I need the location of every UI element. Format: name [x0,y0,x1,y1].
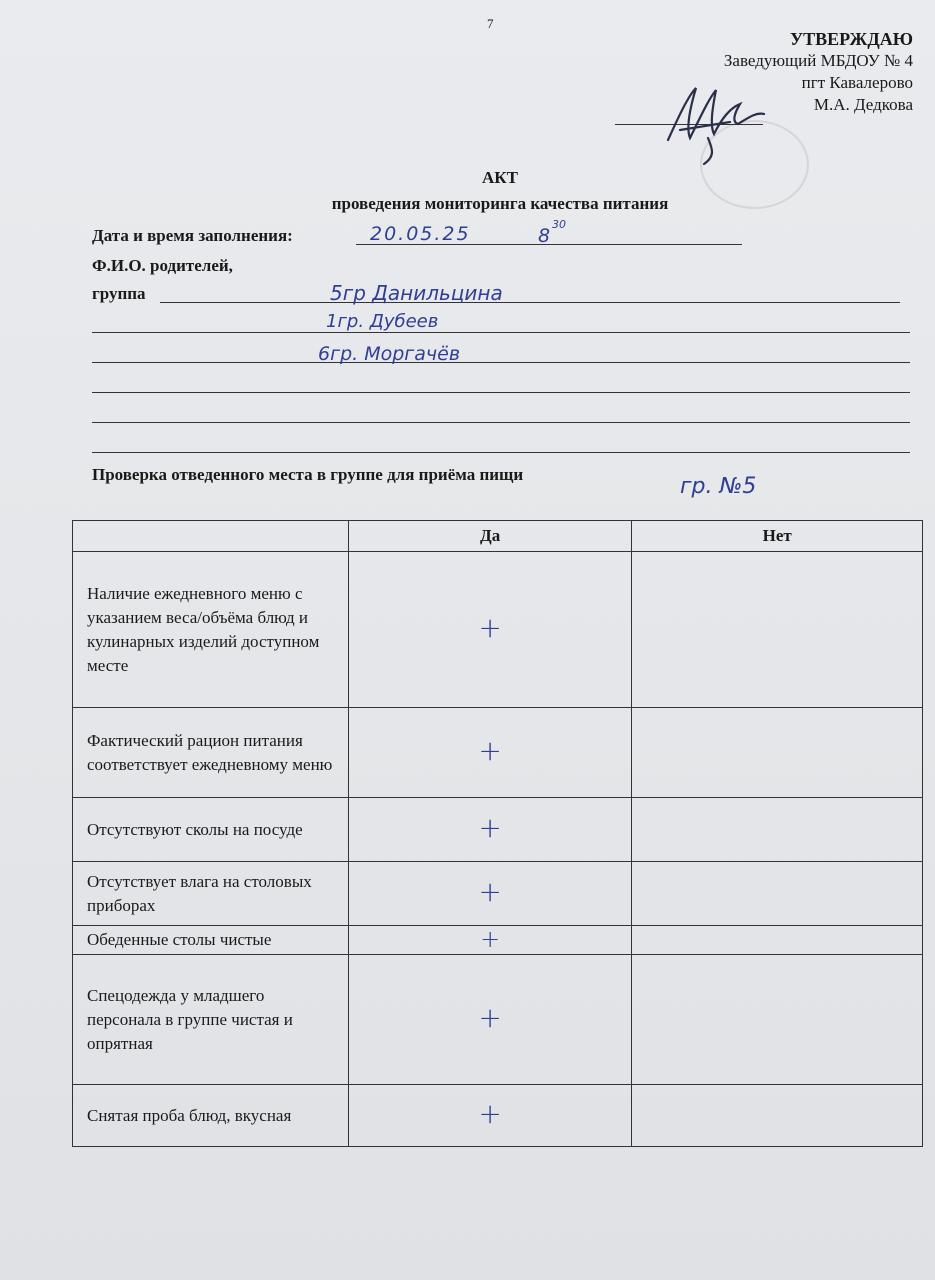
table-header-row [73,521,923,552]
section-note: гр. №5 [680,474,757,499]
header-no: Нет [632,521,923,552]
criterion-cell: Отсутствуют сколы на посуде [73,798,349,862]
yes-mark: + [478,874,502,908]
yes-mark: + [478,1000,502,1034]
header-yes: Да [348,521,632,552]
yes-cell [348,926,632,955]
yes-mark: + [478,810,502,844]
yes-mark: + [478,733,502,767]
no-cell [632,955,923,1085]
parents-line-5 [92,422,910,423]
document-subtitle: проведения мониторинга качества питания [331,194,669,213]
approval-name: М.А. Дедкова [813,95,913,114]
parents-line-2 [92,332,910,333]
group-line [160,302,900,303]
criterion-cell: Обеденные столы чистые [73,926,349,955]
table-row [73,798,923,862]
parents-line-6 [92,452,910,453]
criterion-cell: Снятая проба блюд, вкусная [73,1085,349,1147]
signature-icon [660,78,770,168]
table-row [73,926,923,955]
no-cell [632,926,923,955]
no-cell [632,798,923,862]
date-label: Дата и время заполнения: [92,226,293,245]
approval-location: пгт Кавалерово [801,73,913,92]
document-title: АКТ [482,168,518,187]
table-row [73,1085,923,1147]
parents-label: Ф.И.О. родителей, [92,256,233,275]
criterion-cell: Отсутствует влага на столовых приборах [73,862,349,926]
parents-line-3 [92,362,910,363]
no-cell [632,708,923,798]
criterion-cell: Наличие ежедневного меню с указанием веса/объёма блюд и кулинарных изделий доступном месте [73,552,349,708]
criterion-cell: Фактический рацион питания соответствует ежедневному меню [73,708,349,798]
table-row [73,862,923,926]
parents-line-4 [92,392,910,393]
page-number: 7 [487,16,494,31]
approval-position: Заведующий МБДОУ № 4 [723,51,913,70]
date-value: 20.05.25 [370,223,471,245]
no-cell [632,862,923,926]
no-cell [632,552,923,708]
yes-cell [348,708,632,798]
time-minutes: 30 [552,218,566,231]
yes-cell [348,552,632,708]
table-row [73,552,923,708]
parent-2: 1гр. Дубеев [326,311,439,332]
checklist-table [72,520,923,1147]
yes-mark: + [480,924,501,953]
yes-mark: + [478,1096,502,1130]
parent-3: 6гр. Моргачёв [318,343,461,365]
yes-cell [348,798,632,862]
table-row [73,955,923,1085]
yes-cell [348,1085,632,1147]
yes-mark: + [478,610,502,644]
header-criterion [73,521,349,552]
time-value: 8 [538,225,551,247]
criterion-cell: Спецодежда у младшего персонала в группе чистая и опрятная [73,955,349,1085]
no-cell [632,1085,923,1147]
yes-cell [348,955,632,1085]
parent-1: 5гр Данильцина [330,281,503,305]
section-title: Проверка отведенного места в группе для приёма пищи [92,465,524,484]
approval-title: УТВЕРЖДАЮ [789,29,913,49]
yes-cell [348,862,632,926]
group-label: группа [92,284,146,303]
table-row [73,708,923,798]
